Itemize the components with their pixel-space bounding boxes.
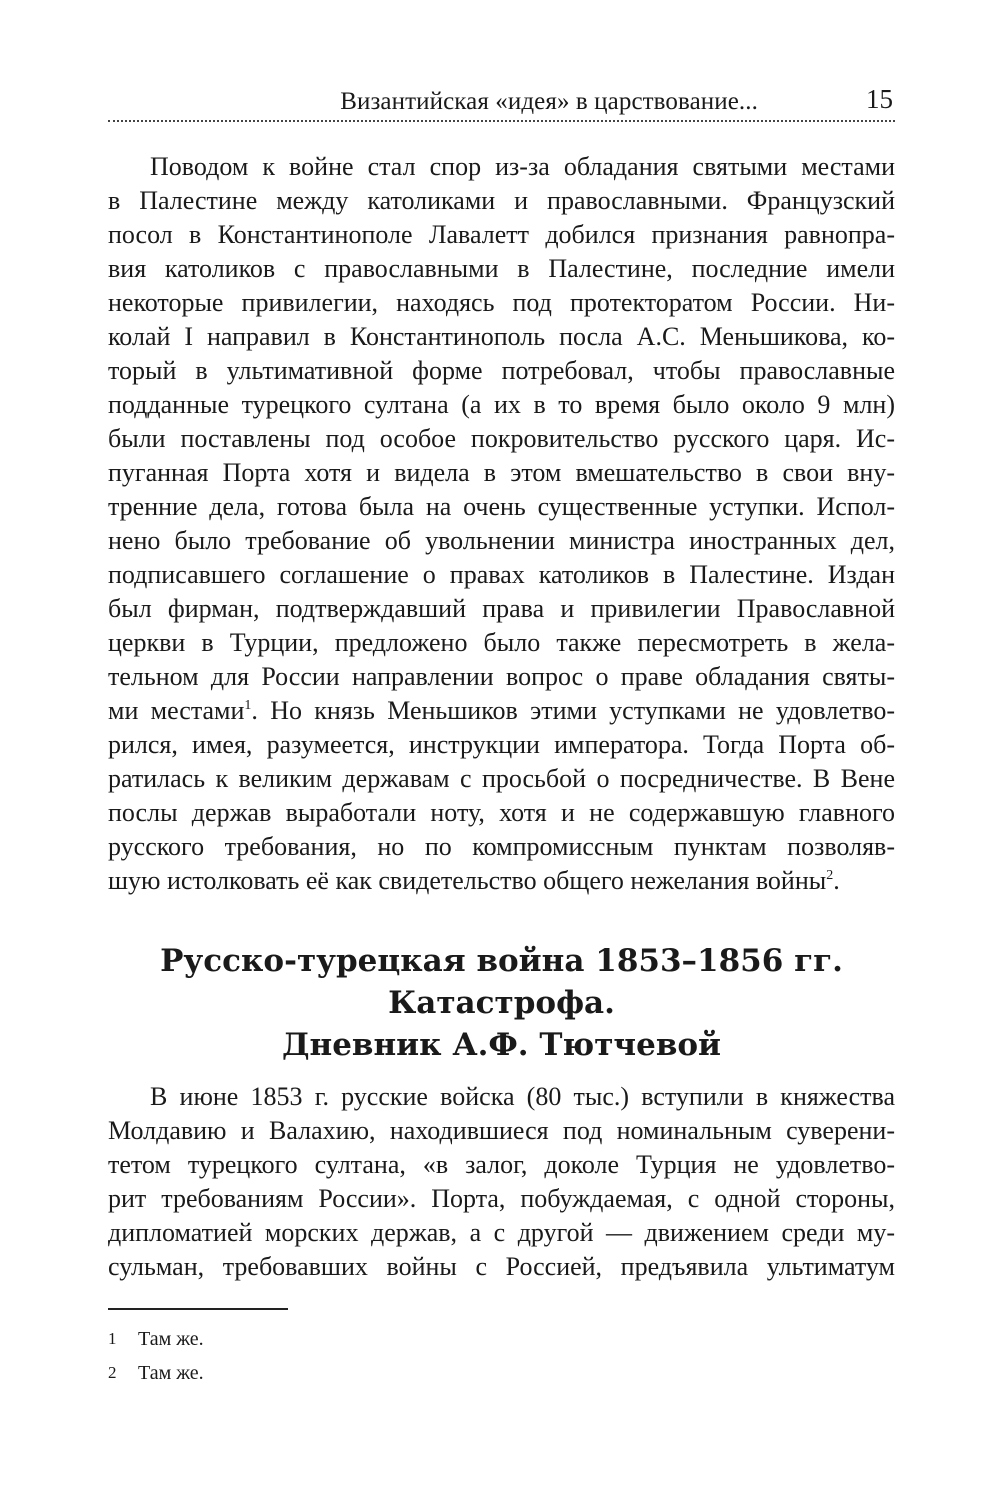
section-heading	[108, 940, 895, 1066]
text-line: Поводом к войне стал спор из-за обладания святыми местами	[150, 152, 895, 181]
footnote-1	[108, 1322, 895, 1356]
footnote-ref-1[interactable]: 1	[244, 698, 252, 713]
running-head-dotted-rule	[108, 120, 895, 122]
text-line: нено было требование об увольнении министра иностранных дел,	[108, 526, 895, 555]
text-line: русского требования, но по компромиссным пунктам позволяв-	[108, 832, 895, 861]
text-line: сульман, требовавших войны с Россией, предъявила ультиматум	[108, 1252, 895, 1281]
text-line: некоторые привилегии, находясь под протекторатом России. Ни-	[108, 288, 895, 317]
text-line: подписавшего соглашение о правах католиков в Палестине. Издан	[108, 560, 895, 589]
text-line: в Палестине между католиками и православными. Французский	[108, 186, 895, 215]
paragraph-1	[108, 150, 895, 898]
text-fragment: .	[833, 866, 840, 895]
paragraph-2	[108, 1080, 895, 1284]
text-fragment: . Но князь Меньшиков этими уступками не удовлетво-	[251, 696, 895, 725]
text-line: послы держав выработали ноту, хотя и не содержавшую главного	[108, 798, 895, 827]
footnote-text: Там же.	[138, 1328, 204, 1350]
text-line: пуганная Порта хотя и видела в этом вмешательство в свои вну-	[108, 458, 895, 487]
text-fragment: шую истолковать её как свидетельство общего нежелания войны	[108, 866, 827, 895]
text-line	[108, 864, 895, 898]
text-line: колай I направил в Константинополь посла А.С. Меньшикова, ко-	[108, 322, 895, 351]
footnote-2	[108, 1356, 895, 1390]
text-line: вия католиков с православными в Палестине, последние имели	[108, 254, 895, 283]
footnote-number: 1	[108, 1329, 117, 1348]
footnotes	[108, 1322, 895, 1390]
text-line: тельном для России направлении вопрос о праве обладания святы-	[108, 662, 895, 691]
text-line	[108, 694, 895, 728]
text-line: церкви в Турции, предложено было также пересмотреть в жела-	[108, 628, 895, 657]
text-line: рился, имея, разумеется, инструкции императора. Тогда Порта об-	[108, 730, 895, 759]
text-line: был фирман, подтверждавший права и привилегии Православной	[108, 594, 895, 623]
running-head	[108, 84, 895, 118]
footnote-ref-2[interactable]: 2	[826, 868, 834, 883]
text-line: посол в Константинополе Лавалетт добился признания равнопра-	[108, 220, 895, 249]
text-line: торый в ультимативной форме потребовал, чтобы православные	[108, 356, 895, 385]
text-line: тренние дела, готова была на очень существенные уступки. Испол-	[108, 492, 895, 521]
footnote-text: Там же.	[138, 1362, 204, 1384]
heading-line: Дневник А.Ф. Тютчевой	[281, 1027, 722, 1063]
text-line: Молдавию и Валахию, находившиеся под номинальным суверени-	[108, 1116, 895, 1145]
running-head-title: Византийская «идея» в царствование...	[340, 88, 758, 115]
heading-line: Русско-турецкая война 1853–1856 гг.	[160, 943, 843, 979]
heading-line: Катастрофа.	[388, 985, 615, 1021]
footnote-number: 2	[108, 1363, 117, 1382]
footnote-separator	[108, 1308, 288, 1310]
text-line: ратилась к великим державам с просьбой о посредничестве. В Вене	[108, 764, 895, 793]
text-line: В июне 1853 г. русские войска (80 тыс.) вступили в княжества	[150, 1082, 895, 1111]
text-line: дипломатией морских держав, а с другой — движением среди му-	[108, 1218, 895, 1247]
text-line: тетом турецкого султана, «в залог, доколе Турция не удовлетво-	[108, 1150, 895, 1179]
text-line: подданные турецкого султана (а их в то время было около 9 млн)	[108, 390, 895, 419]
text-fragment: ми местами	[108, 696, 245, 725]
page-number: 15	[866, 84, 893, 114]
text-line: рит требованиям России». Порта, побуждаемая, с одной стороны,	[108, 1184, 895, 1213]
text-line: были поставлены под особое покровительство русского царя. Ис-	[108, 424, 895, 453]
